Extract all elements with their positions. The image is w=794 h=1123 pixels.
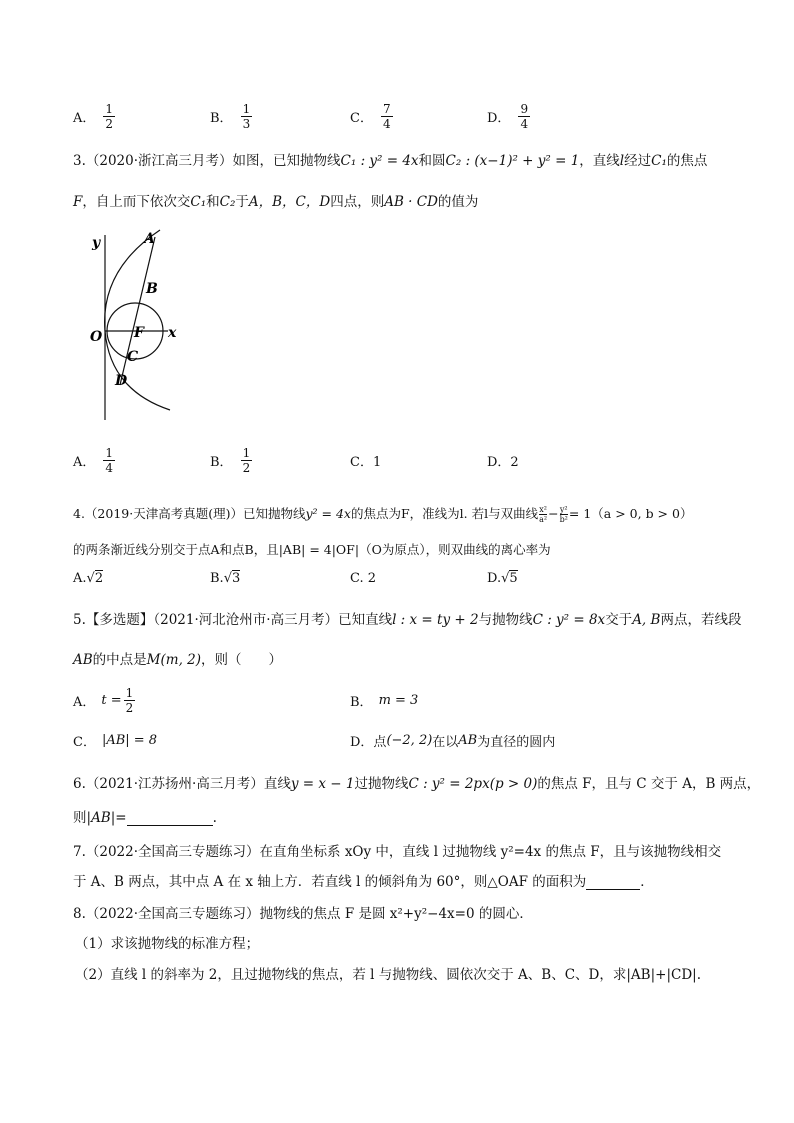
q2-option-b[interactable]: B． $\frac{1}{3}$ bbox=[210, 101, 251, 131]
q8-part-2: （2）直线 l 的斜率为 2，且过抛物线的焦点，若 l 与抛物线、圆依次交于 A、B、C、D，求|AB|+|CD|. bbox=[75, 967, 702, 983]
q5-line-2: AB的中点是M(m, 2)，则（ ） bbox=[73, 652, 283, 668]
q3-line-2: F，自上而下依次交C₁和C₂于A，B，C，D四点，则AB · CD的值为 bbox=[73, 194, 479, 210]
label-a: A bbox=[144, 231, 155, 247]
q4-line-1: 4.（2019·天津高考真题(理)）已知抛物线y² = 4x的焦点为F，准线为l. 若l与双曲线 $\frac{\text{x²}}{\text{a²}}$ − $\frac{\text{y²}}{\text{b²}}$ = 1（a > 0, b > 0） bbox=[73, 505, 693, 524]
label-c: C bbox=[127, 349, 139, 365]
q3-options bbox=[73, 442, 733, 478]
q5-option-c[interactable]: C． |AB| = 8 bbox=[73, 732, 158, 750]
q4-option-a[interactable]: A. √ 2 bbox=[73, 570, 104, 586]
q7-line-2: 于 A、B 两点，其中点 A 在 x 轴上方．若直线 l 的倾斜角为 60°，则△OAF 的面积为 ． bbox=[73, 874, 654, 890]
sqrt-icon: √ bbox=[223, 570, 232, 586]
answer-blank[interactable] bbox=[586, 875, 640, 890]
q5-option-b[interactable]: B． m = 3 bbox=[350, 692, 419, 710]
label-o: O bbox=[90, 329, 103, 345]
sqrt-icon: √ bbox=[86, 570, 95, 586]
q3-figure bbox=[80, 225, 200, 425]
label-x: x bbox=[168, 325, 177, 341]
q3-option-c[interactable]: C．1 bbox=[350, 454, 382, 470]
q6-line-1: 6.（2021·江苏扬州·高三月考）直线y = x − 1过抛物线C : y² = 2px(p > 0)的焦点 F，且与 C 交于 A，B 两点， bbox=[73, 776, 761, 792]
q8-line-1: 8.（2022·全国高三专题练习）抛物线的焦点 F 是圆 x²+y²−4x=0 的圆心． bbox=[73, 906, 533, 922]
sqrt-icon: √ bbox=[501, 570, 510, 586]
q4-option-c[interactable]: C. 2 bbox=[350, 570, 377, 586]
q5-option-a[interactable]: A． t = $\frac{1}{2}$ bbox=[73, 685, 134, 715]
fraction: $\frac{1}{2}$ bbox=[125, 685, 134, 715]
label-d: D bbox=[115, 373, 128, 389]
fraction: $\frac{1}{4}$ bbox=[105, 445, 114, 475]
q3-option-a[interactable]: A． $\frac{1}{4}$ bbox=[73, 445, 114, 475]
q5-options-row-1 bbox=[73, 680, 733, 720]
q5-options-row-2 bbox=[73, 722, 733, 758]
label-b: B bbox=[146, 281, 158, 297]
q2-option-a[interactable]: A． $\frac{1}{2}$ bbox=[73, 101, 114, 131]
label-y: y bbox=[92, 235, 101, 251]
fraction: $\frac{1}{2}$ bbox=[242, 445, 251, 475]
q3-line-1: 3.（2020·浙江高三月考）如图，已知抛物线C₁ : y² = 4x和圆C₂ : (x−1)² + y² = 1，直线l经过C₁的焦点 bbox=[73, 153, 708, 169]
q4-option-d[interactable]: D. √ 5 bbox=[487, 570, 518, 586]
q3-option-b[interactable]: B． $\frac{1}{2}$ bbox=[210, 445, 251, 475]
q6-line-2: 则|AB|= . bbox=[73, 810, 217, 826]
q4-options bbox=[73, 560, 733, 596]
q2-options bbox=[73, 98, 733, 134]
hyperbola-y-term: $\frac{\text{y²}}{\text{b²}}$ bbox=[559, 505, 568, 524]
q5-line-1: 5.【多选题】（2021·河北沧州市·高三月考）已知直线l : x = ty + 2与抛物线C : y² = 8x交于A, B两点，若线段 bbox=[73, 612, 742, 628]
q7-line-1: 7.（2022·全国高三专题练习）在直角坐标系 xOy 中，直线 l 过抛物线 y²=4x 的焦点 F，且与该抛物线相交 bbox=[73, 844, 722, 860]
fraction: $\frac{1}{2}$ bbox=[105, 101, 114, 131]
q4-option-b[interactable]: B. √ 3 bbox=[210, 570, 241, 586]
fraction: $\frac{1}{3}$ bbox=[242, 101, 251, 131]
label-f: F bbox=[134, 325, 144, 341]
q5-option-d[interactable]: D．点 (−2, 2) 在以 AB 为直径的圆内 bbox=[350, 732, 556, 750]
q3-option-d[interactable]: D．2 bbox=[487, 454, 519, 470]
q4-line-2: 的两条渐近线分别交于点A和点B，且|AB| = 4|OF|（O为原点），则双曲线的离心率为 bbox=[73, 542, 551, 557]
fraction: $\frac{7}{4}$ bbox=[382, 101, 391, 131]
q2-option-d[interactable]: D． $\frac{9}{4}$ bbox=[487, 101, 529, 131]
answer-blank[interactable] bbox=[127, 811, 213, 826]
q2-option-c[interactable]: C． $\frac{7}{4}$ bbox=[350, 101, 391, 131]
fraction: $\frac{9}{4}$ bbox=[520, 101, 529, 131]
hyperbola-x-term: $\frac{\text{x²}}{\text{a²}}$ bbox=[539, 505, 548, 524]
q8-part-1: （1）求该抛物线的标准方程； bbox=[75, 936, 260, 952]
